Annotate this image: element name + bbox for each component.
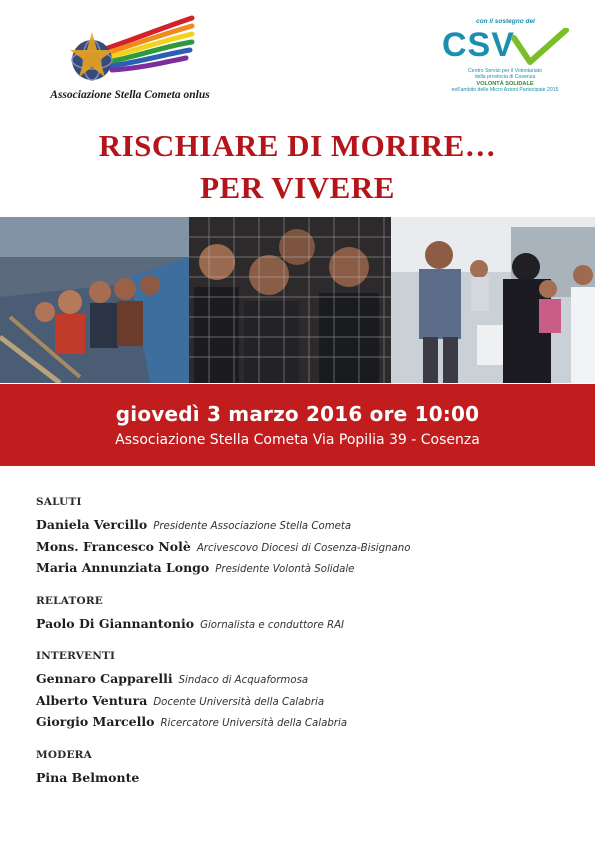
speaker-role: Presidente Volontà Solidale bbox=[215, 564, 355, 575]
comet-star-icon bbox=[62, 10, 202, 90]
speaker-row bbox=[36, 766, 576, 788]
csv-support-text: con il sostegno del bbox=[476, 18, 535, 25]
header bbox=[0, 0, 595, 110]
speaker-name: Alberto Ventura bbox=[36, 692, 148, 708]
photo-strip bbox=[0, 217, 595, 383]
section-title: INTERVENTI bbox=[36, 650, 116, 662]
speaker-role: Arcivescovo Diocesi di Cosenza-Bisignano bbox=[196, 542, 411, 554]
csv-swoosh-icon bbox=[510, 28, 570, 68]
org-name: Associazione Stella Cometa onlus bbox=[50, 89, 210, 101]
csv-wordmark: CSV bbox=[442, 26, 515, 64]
section-title: MODERA bbox=[36, 748, 92, 761]
section-title: SALUTI bbox=[36, 496, 82, 508]
speaker-row bbox=[36, 710, 576, 732]
section-saluti bbox=[36, 496, 576, 578]
section-modera bbox=[36, 749, 576, 788]
speaker-role: Sindaco di Acquaformosa bbox=[178, 675, 309, 686]
speaker-name: Giorgio Marcello bbox=[36, 714, 155, 729]
speaker-role: Giornalista e conduttore RAI bbox=[200, 619, 345, 631]
speaker-name: Maria Annunziata Longo bbox=[36, 560, 210, 575]
event-title-line-2: PER VIVERE bbox=[200, 170, 395, 205]
speaker-row bbox=[36, 556, 576, 578]
speaker-row bbox=[36, 689, 576, 711]
speaker-role: Ricercatore Università della Calabria bbox=[160, 718, 348, 729]
program bbox=[36, 496, 576, 804]
photo-boat-migrants bbox=[0, 217, 189, 383]
speaker-row bbox=[36, 612, 576, 634]
speaker-row bbox=[36, 513, 576, 535]
speaker-name: Daniela Vercillo bbox=[36, 517, 148, 532]
section-interventi bbox=[36, 650, 576, 732]
speaker-role: Docente Università della Calabria bbox=[153, 696, 325, 708]
csv-line-3: VOLONTÀ SOLIDALE bbox=[476, 80, 534, 87]
event-datetime: giovedì 3 marzo 2016 ore 10:00 bbox=[115, 402, 480, 426]
speaker-name: Mons. Francesco Nolè bbox=[36, 538, 191, 554]
speaker-role: Presidente Associazione Stella Cometa bbox=[153, 521, 352, 532]
section-title: RELATORE bbox=[36, 594, 103, 607]
event-info-band bbox=[0, 384, 595, 466]
speaker-name: Paolo Di Giannantonio bbox=[36, 615, 195, 631]
speaker-row bbox=[36, 667, 576, 689]
event-title-line-1: RISCHIARE DI MORIRE… bbox=[98, 128, 497, 163]
csv-line-1: Centro Servizi per il Volontariato bbox=[467, 68, 543, 74]
csv-caption bbox=[440, 68, 570, 94]
section-relatore bbox=[36, 595, 576, 634]
speaker-row bbox=[36, 535, 576, 557]
event-title bbox=[0, 125, 595, 209]
stella-cometa-logo bbox=[40, 10, 220, 105]
csv-logo bbox=[440, 18, 570, 103]
speaker-name: Gennaro Capparelli bbox=[36, 671, 173, 686]
csv-line-4: nell'ambito delle Micro Azioni Partecipate 2015 bbox=[451, 87, 559, 94]
csv-line-2: della provincia di Cosenza bbox=[474, 74, 536, 81]
photo-fence-migrants bbox=[189, 217, 391, 383]
speaker-name: Pina Belmonte bbox=[36, 769, 140, 785]
event-location: Associazione Stella Cometa Via Popilia 39 - Cosenza bbox=[115, 432, 480, 448]
photo-family-migrants bbox=[391, 217, 595, 383]
